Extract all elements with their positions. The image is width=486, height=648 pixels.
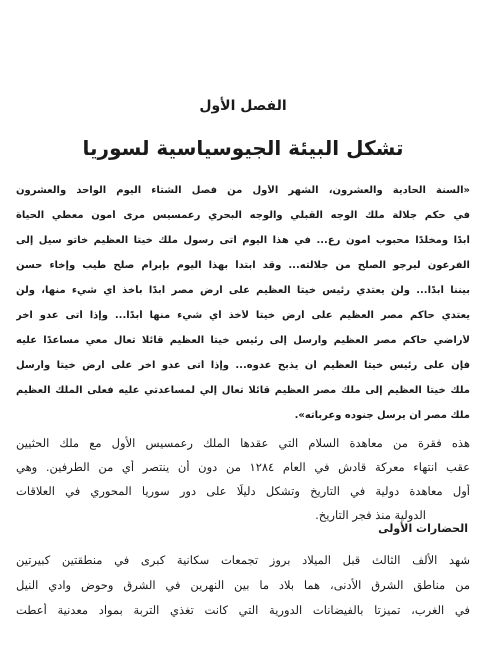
quote-line: في حكم جلالة ملك الوجه القبلي والوجه البحري رعمسيس مرى أمون معطي الحياة: [16, 210, 470, 221]
section-line: في الغرب، تميزتا بالفيضانات الدورية التي كانت تغذي التربة بمواد معدنية أعطت: [16, 603, 470, 617]
chapter-title: تشكل البيئة الجيوسياسية لسوريا: [82, 136, 404, 160]
section-line: من مناطق الشرق الأدنى، هما بلاد ما بين النهرين في الشرق وحوض وادي النيل: [16, 578, 470, 592]
quote-line: لأراضي حاكم مصر العظيم وأرسل إلى رئيس خيتا العظيم قائلًا تعال معي مساعدًا عليه: [16, 335, 470, 346]
quote-line: فإن على رئيس خيتا العظيم أن يذبح عدوه... وإذا أتى عدو آخر على أرض خيتا وأرسل: [16, 360, 470, 371]
quote-line: «السنة الحادية والعشرون، الشهر الأول من فصل الشتاء اليوم الواحد والعشرون: [16, 185, 470, 196]
section-line: شهد الألف الثالث قبل الميلاد بروز تجمعات سكانية كبرى في منطقتين كبيرتين: [16, 553, 470, 567]
quote-line: بيننا أبدًا... ولن يعتدي رئيس خيتا العظيم على أرض مصر أبدًا بأخذ أي شيء منها، ولن: [16, 285, 470, 296]
section-heading: الحضارات الأولى: [378, 522, 468, 535]
quote-line: يعتدي حاكم مصر العظيم على أرض خيتا لأخذ أي شيء منها أبدًا... وإذا أتى عدو آخر: [16, 310, 470, 321]
chapter-label: الفصل الأول: [199, 98, 287, 114]
paragraph-line: أول معاهدة دولية في التاريخ وتشكل دليلًا على دور سوريا المحوري في العلاقات: [16, 484, 470, 498]
paragraph-line: عقب انتهاء معركة قادش في العام ١٢٨٤ من دون أن ينتصر أي من الطرفين. وهي: [16, 460, 470, 474]
quote-line: ملك مصر أن يرسل جنوده وعرباته».: [294, 410, 470, 421]
quote-line: الفرعون ليرجو الصلح من جلالته... وقد ابتدأ بهذا اليوم بإبرام صلح طيب وإخاء حسن: [16, 260, 470, 271]
quote-line: ملك خيتا العظيم إلى ملك مصر العظيم قائلًا تعال إلي لمساعدتي عليه فعلى الملك العظيم: [16, 385, 470, 396]
quote-line: أبدًا ومخلدًا محبوب أمون رع... في هذا اليوم أتى رسول ملك خيتا العظيم خاتو سيل إلى: [16, 235, 470, 246]
paragraph-line: الدولية منذ فجر التاريخ.: [315, 508, 426, 522]
paragraph-line: هذه فقرة من معاهدة السلام التي عقدها الملك رعمسيس الأول مع ملك الحثيين: [16, 436, 470, 450]
